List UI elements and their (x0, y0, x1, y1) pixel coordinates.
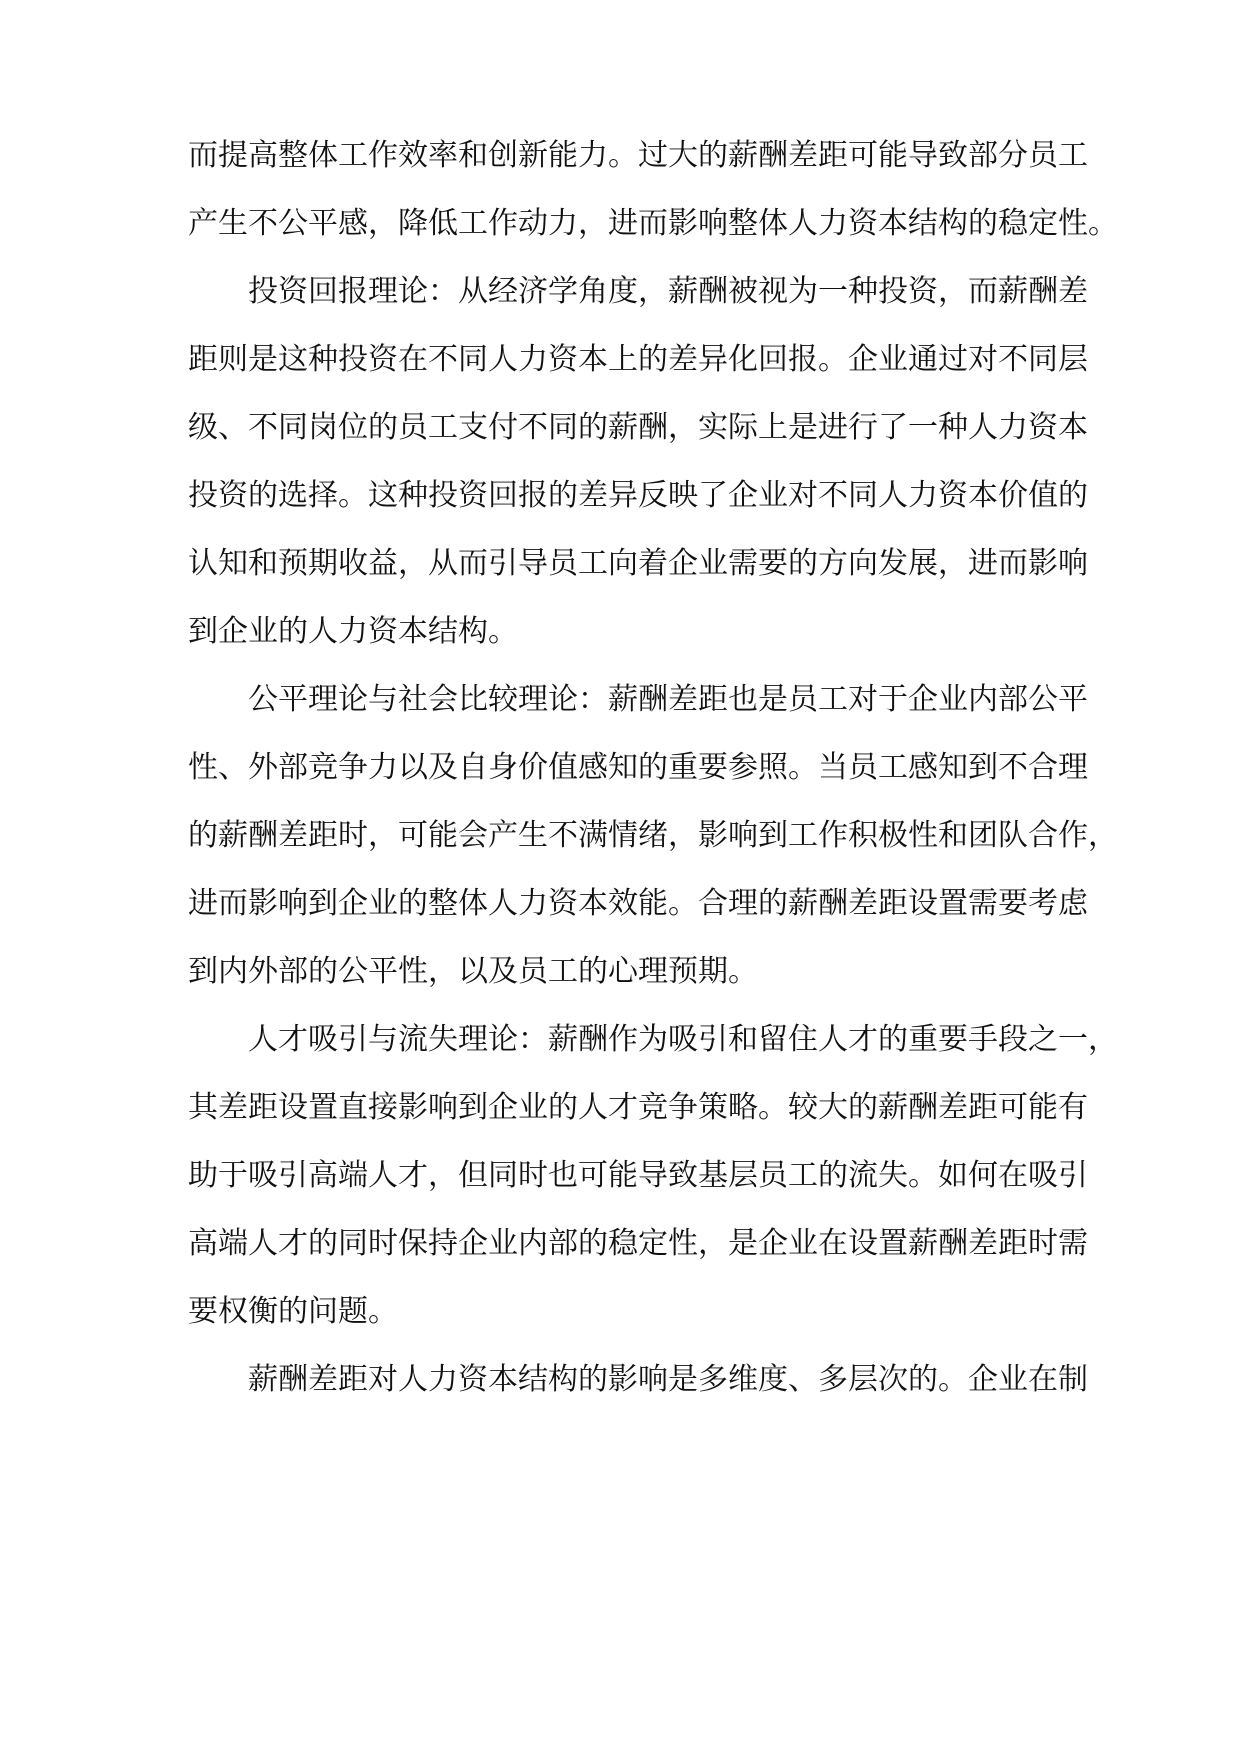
text-line: 高端人才的同时保持企业内部的稳定性，是企业在设置薪酬差距时需 (188, 1226, 1088, 1261)
text-line: 级、不同岗位的员工支付不同的薪酬，实际上是进行了一种人力资本 (188, 410, 1088, 445)
text-line: 产生不公平感，降低工作动力，进而影响整体人力资本结构的稳定性。 (188, 206, 1118, 241)
text-line: 到内外部的公平性，以及员工的心理预期。 (188, 954, 758, 989)
text-line: 的薪酬差距时，可能会产生不满情绪，影响到工作积极性和团队合作， (188, 818, 1118, 853)
text-line: 到企业的人力资本结构。 (188, 614, 518, 649)
text-line: 认知和预期收益，从而引导员工向着企业需要的方向发展，进而影响 (188, 546, 1088, 581)
text-line: 投资的选择。这种投资回报的差异反映了企业对不同人力资本价值的 (188, 478, 1088, 513)
text-line: 要权衡的问题。 (188, 1294, 398, 1329)
paragraph-first-line: 人才吸引与流失理论：薪酬作为吸引和留住人才的重要手段之一， (248, 1022, 1118, 1057)
text-line: 距则是这种投资在不同人力资本上的差异化回报。企业通过对不同层 (188, 342, 1088, 377)
paragraph-first-line: 公平理论与社会比较理论：薪酬差距也是员工对于企业内部公平 (248, 682, 1088, 717)
text-line: 性、外部竞争力以及自身价值感知的重要参照。当员工感知到不合理 (188, 750, 1088, 785)
text-line: 助于吸引高端人才，但同时也可能导致基层员工的流失。如何在吸引 (188, 1158, 1088, 1193)
text-line: 其差距设置直接影响到企业的人才竞争策略。较大的薪酬差距可能有 (188, 1090, 1088, 1125)
paragraph-first-line: 投资回报理论：从经济学角度，薪酬被视为一种投资，而薪酬差 (248, 274, 1088, 309)
text-line: 进而影响到企业的整体人力资本效能。合理的薪酬差距设置需要考虑 (188, 886, 1088, 921)
paragraph-first-line: 薪酬差距对人力资本结构的影响是多维度、多层次的。企业在制 (248, 1362, 1088, 1397)
text-line: 而提高整体工作效率和创新能力。过大的薪酬差距可能导致部分员工 (188, 138, 1088, 173)
